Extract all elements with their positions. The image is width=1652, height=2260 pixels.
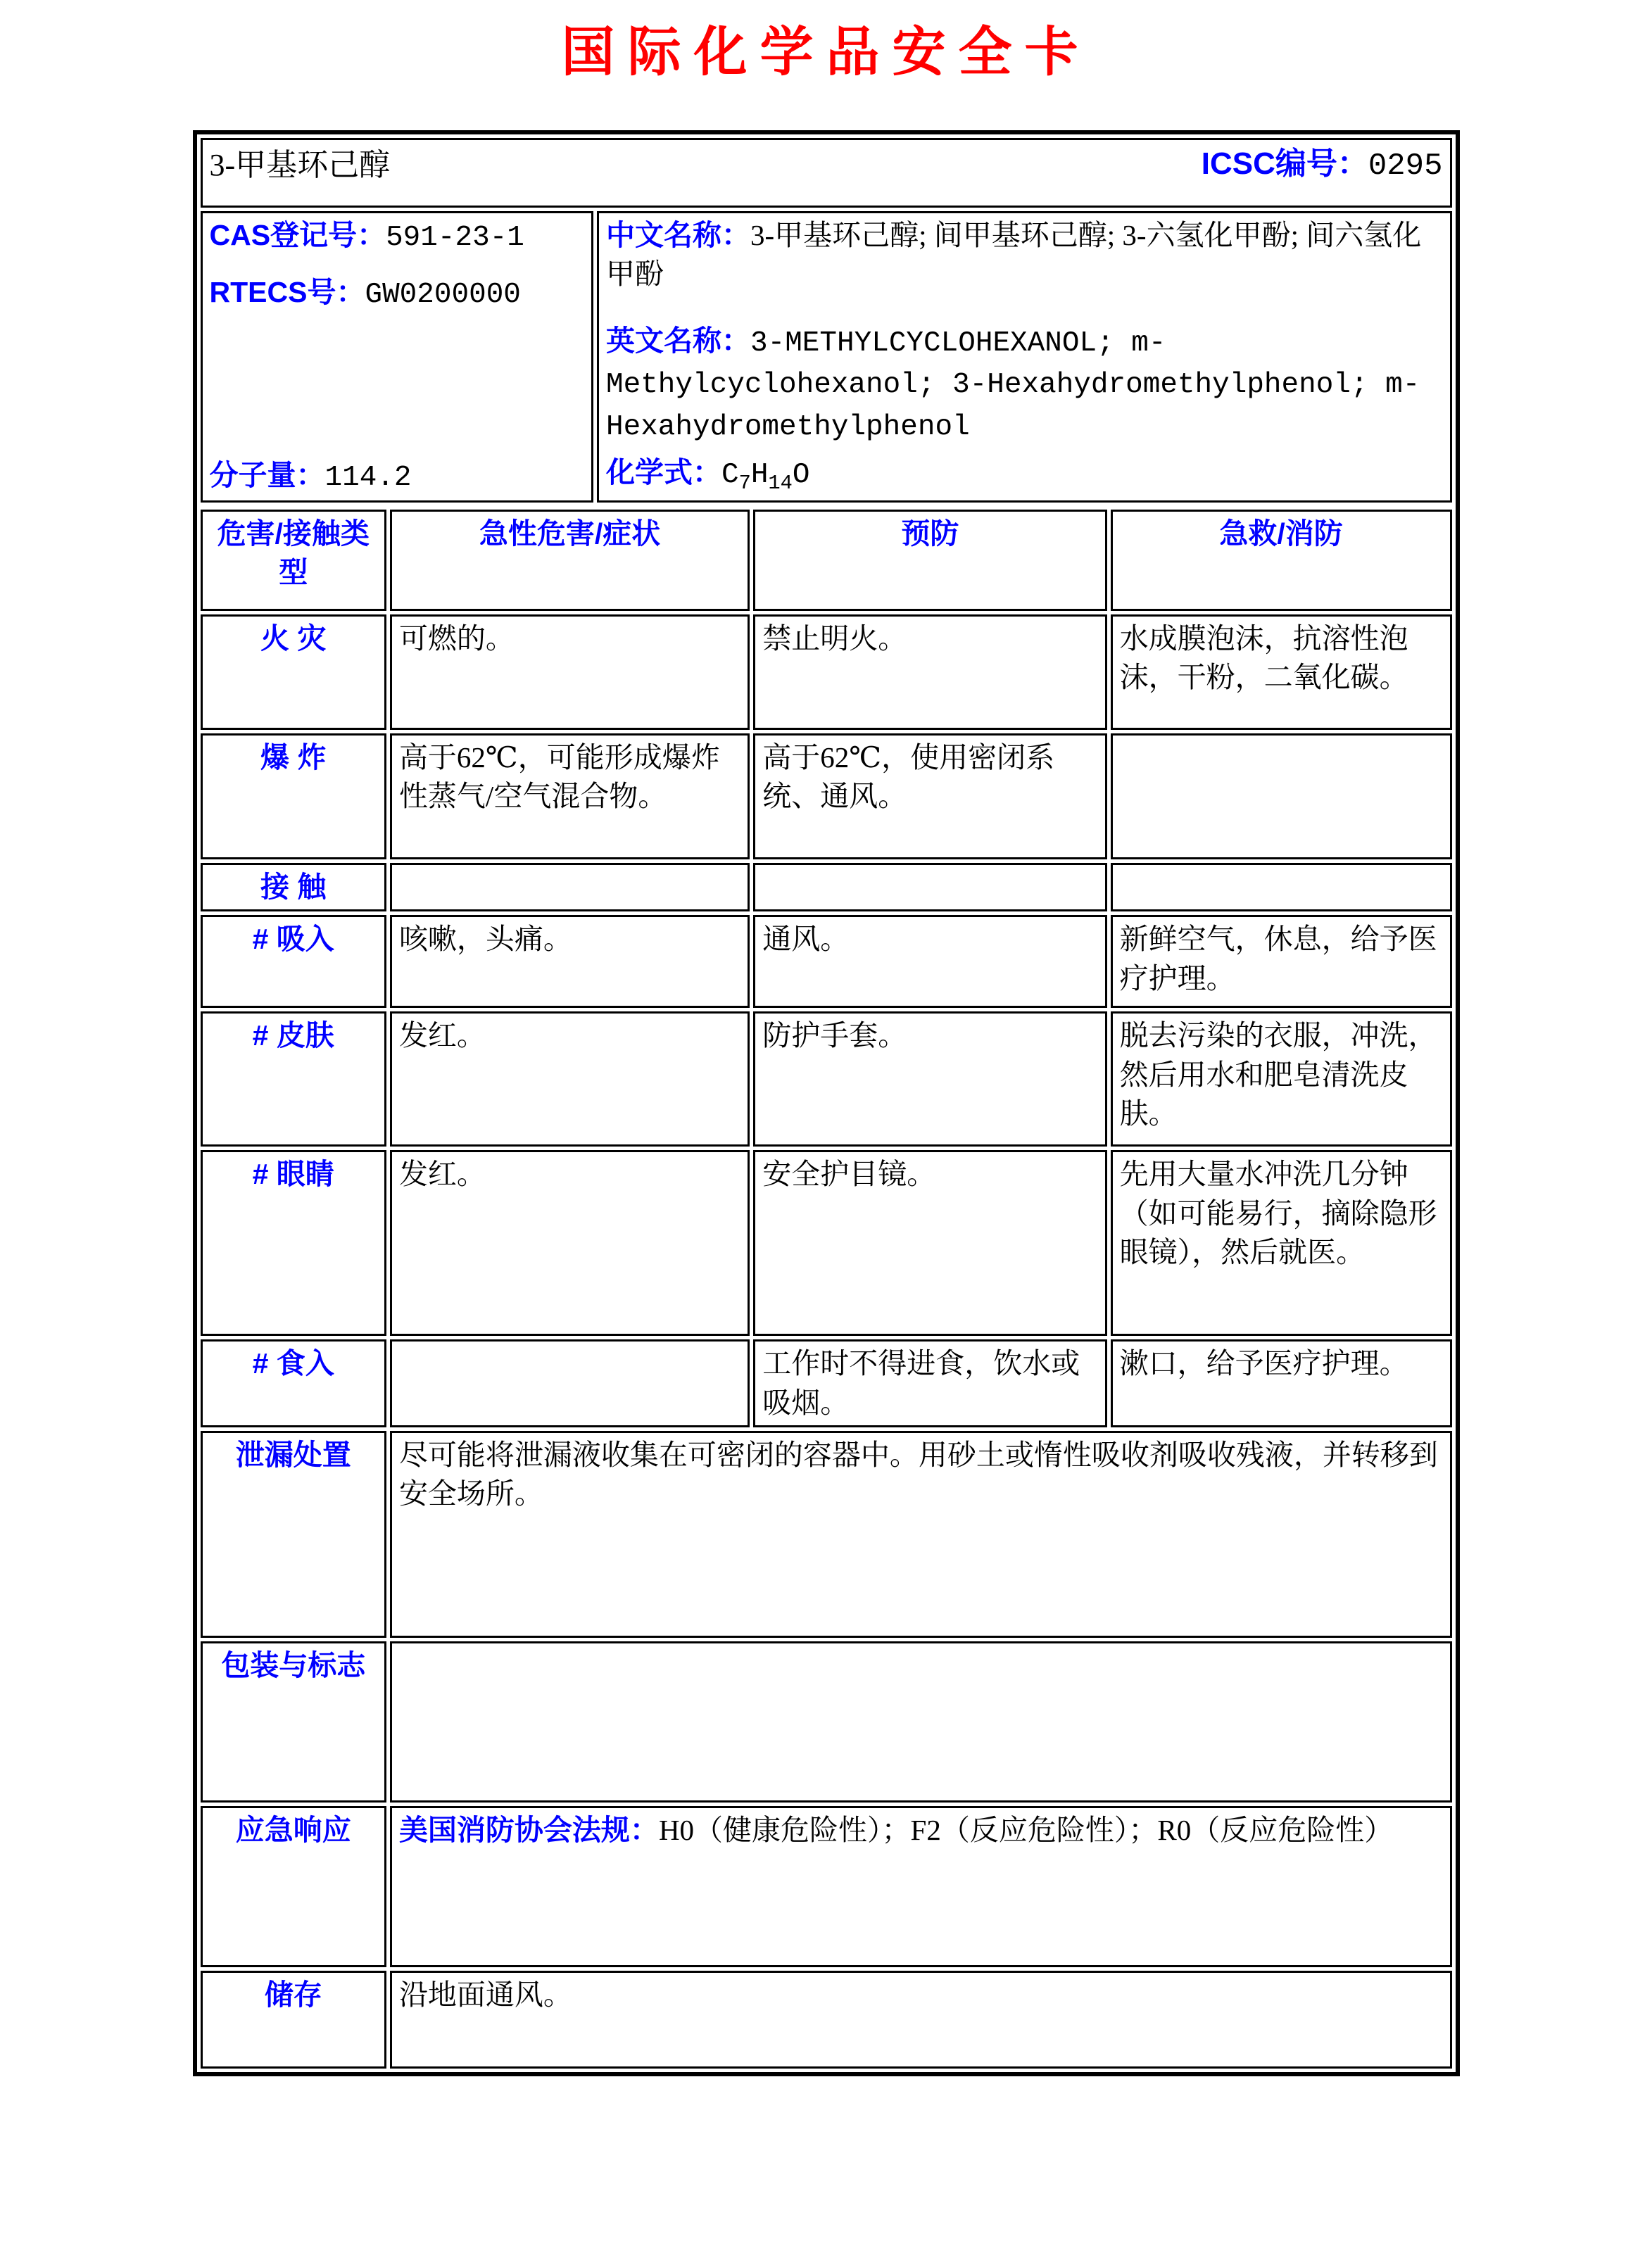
inhalation-symptoms: 咳嗽，头痛。: [390, 915, 750, 1008]
table-row-inhalation: [201, 915, 1452, 1008]
row-label-skin: # 皮肤: [201, 1011, 386, 1147]
fire-prevention: 禁止明火。: [753, 614, 1106, 730]
mw-line: [210, 456, 584, 498]
row-label-explosion: 爆 炸: [201, 733, 386, 859]
formula-value: $C_7H_{14}O$: [721, 459, 810, 495]
cas-label: CAS登记号：: [209, 219, 386, 251]
chinese-names-line: [606, 216, 1443, 294]
eyes-firstaid: 先用大量水冲洗几分钟（如可能易行，摘除隐形眼镜），然后就医。: [1111, 1150, 1452, 1336]
skin-prevention: 防护手套。: [753, 1011, 1106, 1147]
row-label-contact: 接 触: [201, 863, 386, 911]
spill-disposal-content: 尽可能将泄漏液收集在可密闭的容器中。用砂土或惰性吸收剂吸收残液，并转移到安全场所。: [390, 1431, 1452, 1638]
chemical-name: 3-甲基环己醇: [209, 148, 391, 182]
header-hazard-type: 危害/接触类型: [201, 510, 386, 611]
eyes-symptoms: 发红。: [390, 1150, 750, 1336]
cas-line: [210, 216, 584, 258]
nfpa-label: 美国消防协会法规：: [398, 1814, 659, 1847]
table-row-packaging: [201, 1641, 1452, 1803]
explosion-firstaid: [1111, 733, 1452, 859]
contact-firstaid: [1111, 863, 1452, 911]
row-label-eyes: # 眼睛: [201, 1150, 386, 1336]
mw-value: 114.2: [324, 461, 412, 494]
header-symptoms: 急性危害/症状: [390, 510, 750, 611]
emergency-response-content: [390, 1806, 1452, 1967]
header-firstaid: 急救/消防: [1111, 510, 1452, 611]
icsc-number: [1202, 143, 1443, 187]
table-row-contact: [201, 863, 1452, 911]
row-label-ingestion: # 食入: [201, 1339, 386, 1427]
row-label-emergency-response: 应急响应: [201, 1806, 386, 1967]
eyes-prevention: 安全护目镜。: [753, 1150, 1106, 1336]
packaging-content: [390, 1641, 1452, 1803]
inhalation-firstaid: 新鲜空气，休息，给予医疗护理。: [1111, 915, 1452, 1008]
table-row-spill-disposal: [201, 1431, 1452, 1638]
table-row-fire: [201, 614, 1452, 730]
formula-line: [606, 453, 1443, 498]
row-label-spill-disposal: 泄漏处置: [201, 1431, 386, 1638]
table-row-skin: [201, 1011, 1452, 1147]
rtecs-number: GW0200000: [365, 279, 521, 312]
icsc-label: ICSC编号：: [1201, 146, 1368, 181]
row-label-fire: 火 灾: [201, 614, 386, 730]
explosion-symptoms: 高于62℃，可能形成爆炸性蒸气/空气混合物。: [390, 733, 750, 859]
inhalation-prevention: 通风。: [753, 915, 1106, 1008]
nfpa-codes: H0（健康危险性）；F2（反应危险性）；R0（反应危险性）: [658, 1814, 1394, 1847]
contact-symptoms: [390, 863, 750, 911]
page-title: 国际化学品安全卡: [561, 23, 1091, 82]
table-row-explosion: [201, 733, 1452, 859]
ingestion-prevention: 工作时不得进食，饮水或吸烟。: [753, 1339, 1106, 1427]
row-label-storage: 储存: [201, 1971, 386, 2069]
rtecs-label: RTECS号：: [209, 276, 365, 309]
fire-firstaid: 水成膜泡沫，抗溶性泡沫，干粉，二氧化碳。: [1111, 614, 1452, 730]
table-row-storage: [201, 1971, 1452, 2069]
table-row-emergency-response: [201, 1806, 1452, 1967]
row-label-inhalation: # 吸入: [201, 915, 386, 1008]
rtecs-line: [210, 273, 584, 315]
english-names-label: 英文名称：: [605, 324, 750, 357]
contact-prevention: [753, 863, 1106, 911]
storage-content: 沿地面通风。: [390, 1971, 1452, 2069]
table-row-ingestion: [201, 1339, 1452, 1427]
registry-ids-cell: [201, 211, 593, 503]
hazard-table: [197, 506, 1456, 2072]
icsc-card: [193, 130, 1460, 2076]
names-cell: [597, 211, 1452, 503]
table-header-row: [201, 510, 1452, 611]
icsc-value: 0295: [1368, 149, 1443, 184]
skin-firstaid: 脱去污染的衣服，冲洗，然后用水和肥皂清洗皮肤。: [1111, 1011, 1452, 1147]
title-bar-cell: [201, 138, 1452, 208]
english-names-value: 3-METHYLCYCLOHEXANOL; m-Methylcyclohexanol; 3-Hexahydromethylphenol; m-Hexahydromethylphenol: [605, 327, 1420, 443]
cas-number: 591-23-1: [386, 222, 524, 254]
chinese-names-label: 中文名称：: [605, 219, 750, 251]
ingestion-symptoms: [390, 1339, 750, 1427]
header-prevention: 预防: [753, 510, 1106, 611]
row-label-packaging: 包装与标志: [201, 1641, 386, 1803]
english-names-line: [606, 322, 1443, 447]
mw-label: 分子量：: [209, 458, 325, 491]
skin-symptoms: 发红。: [390, 1011, 750, 1147]
top-section-table: [197, 134, 1456, 506]
table-row-eyes: [201, 1150, 1452, 1336]
formula-label: 化学式：: [605, 456, 721, 489]
chinese-names-value: 3-甲基环己醇; 间甲基环己醇; 3-六氢化甲酚; 间六氢化甲酚: [605, 219, 1422, 291]
explosion-prevention: 高于62℃，使用密闭系统、通风。: [753, 733, 1106, 859]
ingestion-firstaid: 漱口，给予医疗护理。: [1111, 1339, 1452, 1427]
fire-symptoms: 可燃的。: [390, 614, 750, 730]
